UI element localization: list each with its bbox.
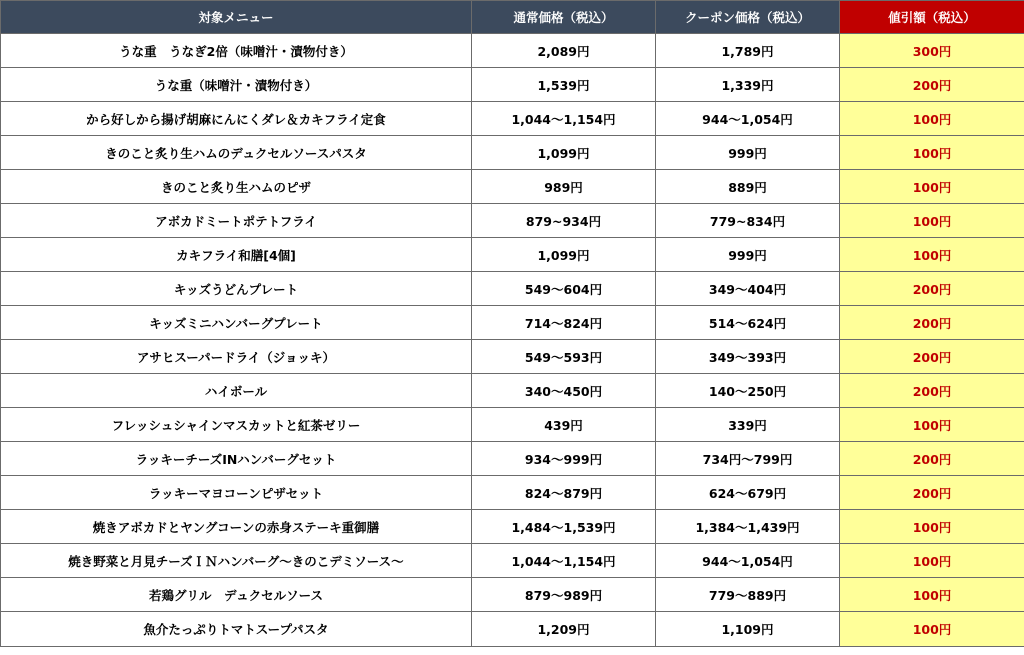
coupon-price-cell: 1,384～1,439円 bbox=[656, 510, 840, 544]
table-row bbox=[1, 476, 1024, 510]
discount-cell: 100円 bbox=[840, 238, 1024, 272]
coupon-price-cell: 999円 bbox=[656, 136, 840, 170]
header-discount: 値引額（税込） bbox=[840, 1, 1024, 34]
table-row bbox=[1, 374, 1024, 408]
coupon-price-cell: 944～1,054円 bbox=[656, 102, 840, 136]
regular-price-cell: 1,209円 bbox=[472, 612, 656, 647]
regular-price-cell: 989円 bbox=[472, 170, 656, 204]
table-row bbox=[1, 68, 1024, 102]
menu-name-cell: 魚介たっぷりトマトスープパスタ bbox=[1, 612, 472, 647]
table-row bbox=[1, 442, 1024, 476]
table-row bbox=[1, 170, 1024, 204]
table-row bbox=[1, 408, 1024, 442]
menu-name-cell: から好しから揚げ胡麻にんにくダレ＆カキフライ定食 bbox=[1, 102, 472, 136]
regular-price-cell: 1,044～1,154円 bbox=[472, 102, 656, 136]
table-row bbox=[1, 136, 1024, 170]
discount-cell: 100円 bbox=[840, 578, 1024, 612]
regular-price-cell: 714～824円 bbox=[472, 306, 656, 340]
menu-name-cell: ラッキーマヨコーンピザセット bbox=[1, 476, 472, 510]
discount-cell: 200円 bbox=[840, 272, 1024, 306]
coupon-price-cell: 624～679円 bbox=[656, 476, 840, 510]
discount-cell: 200円 bbox=[840, 68, 1024, 102]
table-row bbox=[1, 272, 1024, 306]
discount-cell: 100円 bbox=[840, 204, 1024, 238]
header-regular-price: 通常価格（税込） bbox=[472, 1, 656, 34]
regular-price-cell: 879～989円 bbox=[472, 578, 656, 612]
coupon-price-cell: 1,109円 bbox=[656, 612, 840, 647]
table-body bbox=[1, 34, 1024, 647]
discount-cell: 200円 bbox=[840, 476, 1024, 510]
discount-cell: 200円 bbox=[840, 306, 1024, 340]
menu-name-cell: うな重（味噌汁・漬物付き） bbox=[1, 68, 472, 102]
coupon-price-cell: 339円 bbox=[656, 408, 840, 442]
discount-cell: 100円 bbox=[840, 102, 1024, 136]
menu-name-cell: ハイボール bbox=[1, 374, 472, 408]
coupon-price-cell: 140～250円 bbox=[656, 374, 840, 408]
table-row bbox=[1, 612, 1024, 647]
header-coupon-price: クーポン価格（税込） bbox=[656, 1, 840, 34]
table-row bbox=[1, 34, 1024, 68]
table-row bbox=[1, 578, 1024, 612]
menu-name-cell: アボカドミートポテトフライ bbox=[1, 204, 472, 238]
discount-cell: 100円 bbox=[840, 136, 1024, 170]
menu-name-cell: キッズうどんプレート bbox=[1, 272, 472, 306]
table-row bbox=[1, 510, 1024, 544]
discount-cell: 100円 bbox=[840, 510, 1024, 544]
coupon-price-cell: 889円 bbox=[656, 170, 840, 204]
discount-cell: 100円 bbox=[840, 544, 1024, 578]
table-row bbox=[1, 238, 1024, 272]
menu-name-cell: 焼き野菜と月見チーズＩＮハンバーグ～きのこデミソース～ bbox=[1, 544, 472, 578]
coupon-price-cell: 514～624円 bbox=[656, 306, 840, 340]
regular-price-cell: 1,539円 bbox=[472, 68, 656, 102]
menu-name-cell: 若鶏グリル デュクセルソース bbox=[1, 578, 472, 612]
coupon-price-cell: 779~834円 bbox=[656, 204, 840, 238]
menu-name-cell: アサヒスーパードライ（ジョッキ） bbox=[1, 340, 472, 374]
menu-name-cell: キッズミニハンバーグプレート bbox=[1, 306, 472, 340]
table-row bbox=[1, 544, 1024, 578]
regular-price-cell: 439円 bbox=[472, 408, 656, 442]
regular-price-cell: 340～450円 bbox=[472, 374, 656, 408]
regular-price-cell: 934～999円 bbox=[472, 442, 656, 476]
coupon-price-cell: 779～889円 bbox=[656, 578, 840, 612]
table-row bbox=[1, 340, 1024, 374]
regular-price-cell: 879~934円 bbox=[472, 204, 656, 238]
regular-price-cell: 549～593円 bbox=[472, 340, 656, 374]
regular-price-cell: 824～879円 bbox=[472, 476, 656, 510]
menu-name-cell: 焼きアボカドとヤングコーンの赤身ステーキ重御膳 bbox=[1, 510, 472, 544]
menu-name-cell: フレッシュシャインマスカットと紅茶ゼリー bbox=[1, 408, 472, 442]
table-row bbox=[1, 102, 1024, 136]
table-row bbox=[1, 306, 1024, 340]
coupon-price-cell: 999円 bbox=[656, 238, 840, 272]
coupon-price-cell: 349～404円 bbox=[656, 272, 840, 306]
menu-name-cell: きのこと炙り生ハムのデュクセルソースパスタ bbox=[1, 136, 472, 170]
menu-name-cell: うな重 うなぎ2倍（味噌汁・漬物付き） bbox=[1, 34, 472, 68]
regular-price-cell: 2,089円 bbox=[472, 34, 656, 68]
regular-price-cell: 1,099円 bbox=[472, 136, 656, 170]
discount-cell: 100円 bbox=[840, 170, 1024, 204]
table-row bbox=[1, 204, 1024, 238]
menu-name-cell: カキフライ和膳[4個] bbox=[1, 238, 472, 272]
discount-cell: 200円 bbox=[840, 442, 1024, 476]
table-header-row bbox=[1, 1, 1024, 34]
coupon-price-cell: 944～1,054円 bbox=[656, 544, 840, 578]
coupon-price-cell: 1,789円 bbox=[656, 34, 840, 68]
discount-cell: 100円 bbox=[840, 408, 1024, 442]
coupon-price-cell: 734円～799円 bbox=[656, 442, 840, 476]
regular-price-cell: 549～604円 bbox=[472, 272, 656, 306]
regular-price-cell: 1,044～1,154円 bbox=[472, 544, 656, 578]
coupon-price-cell: 349～393円 bbox=[656, 340, 840, 374]
menu-name-cell: ラッキーチーズINハンバーグセット bbox=[1, 442, 472, 476]
header-menu: 対象メニュー bbox=[1, 1, 472, 34]
menu-name-cell: きのこと炙り生ハムのピザ bbox=[1, 170, 472, 204]
coupon-price-cell: 1,339円 bbox=[656, 68, 840, 102]
discount-cell: 100円 bbox=[840, 612, 1024, 647]
discount-cell: 300円 bbox=[840, 34, 1024, 68]
discount-cell: 200円 bbox=[840, 374, 1024, 408]
discount-cell: 200円 bbox=[840, 340, 1024, 374]
regular-price-cell: 1,099円 bbox=[472, 238, 656, 272]
regular-price-cell: 1,484～1,539円 bbox=[472, 510, 656, 544]
